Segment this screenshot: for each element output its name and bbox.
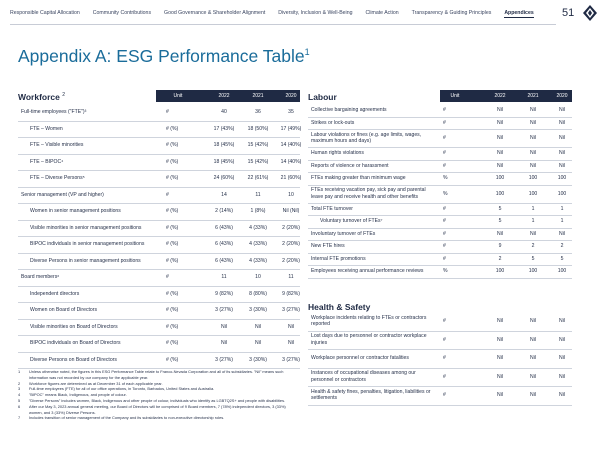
row-value: 3 (30%) [249, 307, 267, 314]
footnote-number: 7 [18, 415, 21, 421]
row-label: FTE – Visible minorities [30, 142, 84, 149]
health-safety-section-title: Health & Safety [308, 302, 371, 312]
table-row [18, 104, 300, 122]
row-label: Diverse Persons on Board of Directors [30, 356, 117, 363]
row-value: 8 (80%) [249, 290, 267, 297]
row-value: Nil [497, 119, 503, 126]
row-value: # [443, 243, 446, 250]
row-value: # [166, 191, 169, 198]
table-row [18, 253, 300, 271]
row-value: Nil [497, 162, 503, 169]
footnotes [18, 369, 300, 421]
row-value: 22 (61%) [247, 175, 269, 182]
row-value: Nil [530, 162, 536, 169]
table-row [18, 121, 300, 139]
row-label: Visible minorities on Board of Directors [30, 323, 118, 330]
row-value: Nil [497, 355, 503, 362]
table-row [308, 147, 572, 161]
row-label: FTEs making greater than minimum wage [311, 175, 406, 182]
footnote [18, 404, 300, 416]
table-row [18, 319, 300, 337]
row-value: # [443, 392, 446, 399]
footnote [18, 369, 300, 381]
row-value: # [166, 274, 169, 281]
footnote-text: "BIPOC" means Black, Indigenous, and people of colour. [29, 392, 127, 398]
row-value: 11 [255, 191, 261, 198]
table-row [18, 236, 300, 254]
footnote-number: 2 [18, 380, 21, 386]
row-value: # (%) [166, 257, 179, 264]
row-value: Nil [559, 162, 565, 169]
footnote [18, 415, 300, 421]
row-label: Collective bargaining agreements [311, 107, 387, 114]
row-value: # (%) [166, 142, 179, 149]
labour-section-title: Labour [308, 92, 337, 102]
row-value: 2 (20%) [282, 257, 300, 264]
row-value: 5 [560, 255, 564, 262]
row-value: 17 (49%) [280, 125, 302, 132]
row-value: 100 [495, 190, 505, 197]
table-row [18, 170, 300, 188]
row-value: 100 [528, 268, 538, 275]
row-value: # [443, 255, 446, 262]
row-value: Nil [559, 150, 565, 157]
row-label: Visible minorities in senior management positions [30, 224, 142, 231]
row-value: 100 [557, 190, 567, 197]
row-value: Nil [497, 318, 503, 325]
row-value: Nil [288, 323, 294, 330]
row-value: # (%) [166, 340, 179, 347]
column-header: 2020 [285, 93, 297, 99]
nav-link[interactable]: Transparency & Guiding Principles [411, 10, 492, 16]
row-value: # [443, 150, 446, 157]
row-label: Reports of violence or harassment [311, 162, 389, 169]
row-value: 18 (50%) [247, 125, 269, 132]
row-label: Women on Board of Directors [30, 307, 98, 314]
row-value: 1 [560, 205, 564, 212]
row-value: 1 [560, 218, 564, 225]
row-value: Nil [497, 150, 503, 157]
table-row [308, 172, 572, 186]
table-row [308, 240, 572, 254]
row-value: Nil [559, 336, 565, 343]
column-header: 2021 [252, 93, 264, 99]
row-value: Nil [530, 135, 536, 141]
row-value: Nil [559, 373, 565, 380]
column-header: 2022 [494, 93, 506, 99]
row-value: Nil [530, 107, 536, 114]
row-value: Nil [497, 336, 503, 343]
footnote-number: 5 [18, 397, 21, 403]
table-row [18, 154, 300, 172]
row-value: # (%) [166, 241, 179, 248]
row-label: Employees receiving annual performance reviews [311, 268, 424, 275]
workforce-section-title: Workforce $^2$ [18, 92, 66, 102]
row-value: 2 [531, 243, 535, 250]
row-value: 11 [221, 274, 227, 281]
row-value: 6 (43%) [215, 224, 233, 231]
row-value: Nil [221, 323, 227, 330]
row-value: 2 (20%) [282, 224, 300, 231]
row-value: 6 (43%) [215, 257, 233, 264]
row-label: FTE – Diverse Persons⁵ [30, 175, 85, 182]
table-row [308, 228, 572, 242]
table-row [18, 269, 300, 287]
row-value: # [443, 135, 446, 141]
row-value: # (%) [166, 307, 179, 314]
row-label: Full-time employees ("FTE")³ [21, 109, 87, 116]
row-value: 1 [531, 205, 535, 212]
row-value: 6 (43%) [215, 241, 233, 248]
row-value: Nil (Nil) [282, 208, 300, 215]
row-value: 36 [255, 109, 261, 116]
page-title: Appendix A: ESG Performance Table$^1$ [18, 46, 310, 66]
nav-link[interactable]: Responsible Capital Allocation [10, 10, 80, 16]
table-row [308, 265, 572, 279]
row-value: % [443, 190, 448, 197]
row-value: # (%) [166, 356, 179, 363]
row-value: Nil [255, 340, 261, 347]
table-row [308, 253, 572, 267]
row-value: Nil [530, 336, 536, 343]
row-label: Involuntary turnover of FTEs [311, 230, 376, 237]
row-value: 15 (42%) [247, 158, 269, 165]
row-value: Nil [221, 340, 227, 347]
row-value: Nil [497, 230, 503, 237]
footnote-text: Unless otherwise noted, the figures in this ESG Performance Table relate to Franco-Nevada Corporation and all of its subsidiaries. "Nil" means such information was not recorded by our company for the applicable year. [29, 369, 284, 380]
table-header [440, 90, 572, 102]
row-value: Nil [559, 135, 565, 141]
row-value: # [443, 373, 446, 380]
row-value: 11 [288, 274, 294, 281]
row-value: 100 [528, 175, 538, 182]
footnote-number: 4 [18, 392, 21, 398]
table-row [308, 129, 572, 148]
row-value: 10 [255, 274, 261, 281]
row-value: 14 [221, 191, 227, 198]
row-value: 100 [495, 268, 505, 275]
table-row [18, 335, 300, 353]
row-label: BIPOC individuals on Board of Directors [30, 340, 121, 347]
row-value: 9 [498, 243, 502, 250]
row-value: Nil [559, 119, 565, 126]
footnote-text: Full-time employees (FTE) for all of our office operations, in Toronto, Barbados, United States and Australia. [29, 386, 215, 392]
row-value: # (%) [166, 175, 179, 182]
row-label: Women in senior management positions [30, 208, 121, 215]
table-row [308, 104, 572, 118]
row-value: # [443, 230, 446, 237]
row-value: Nil [530, 318, 536, 325]
row-value: 4 (33%) [249, 224, 267, 231]
table-row [18, 187, 300, 205]
row-value: 1 (8%) [250, 208, 266, 215]
row-value: # (%) [166, 290, 179, 297]
row-value: 15 (42%) [247, 142, 269, 149]
table-row [18, 352, 300, 370]
table-row [18, 302, 300, 320]
row-value: 18 (45%) [213, 142, 235, 149]
row-value: 3 (27%) [215, 307, 233, 314]
footnote-number: 6 [18, 403, 21, 409]
row-value: Nil [497, 135, 503, 141]
row-value: # [166, 109, 169, 116]
row-value: 14 (40%) [280, 142, 302, 149]
row-label: BIPOC individuals in senior management positions [30, 241, 145, 248]
row-value: 5 [531, 255, 535, 262]
table-row [308, 117, 572, 131]
row-value: 18 (45%) [213, 158, 235, 165]
row-value: 100 [495, 175, 505, 182]
column-header: Unit [173, 93, 183, 99]
row-label: Total FTE turnover [311, 205, 353, 212]
table-row [308, 349, 572, 369]
row-value: # (%) [166, 125, 179, 132]
table-header [156, 90, 300, 102]
row-value: 35 [288, 109, 294, 116]
table-row [308, 203, 572, 217]
row-value: 3 (30%) [249, 356, 267, 363]
row-label: FTE – BIPOC⁴ [30, 158, 64, 165]
row-value: 9 (82%) [215, 290, 233, 297]
row-value: Nil [530, 119, 536, 126]
top-navigation [0, 0, 600, 28]
row-label: Workplace personnel or contractor fatalities [311, 355, 409, 362]
row-label: Workplace incidents relating to FTEs or contractors reported [311, 314, 427, 328]
footnote-number: 3 [18, 386, 21, 392]
row-value: 10 [288, 191, 294, 198]
row-value: # [443, 162, 446, 169]
column-header: 2021 [527, 93, 539, 99]
row-value: # [443, 355, 446, 362]
row-label: Human rights violations [311, 150, 364, 157]
row-value: 5 [498, 205, 502, 212]
row-value: % [443, 268, 448, 275]
row-label: Voluntary turnover of FTEs⁷ [320, 218, 383, 225]
row-value: 1 [531, 218, 535, 225]
row-value: 100 [557, 175, 567, 182]
row-value: # [443, 318, 446, 325]
footnote-text: Workforce figures are determined as at December 31 of each applicable year. [29, 380, 163, 386]
table-row [308, 185, 572, 204]
row-value: 24 (60%) [213, 175, 235, 182]
row-value: 17 (43%) [213, 125, 235, 132]
row-value: # (%) [166, 224, 179, 231]
column-header: 2020 [556, 93, 568, 99]
row-label: FTE – Women [30, 125, 63, 132]
footnote-text: Includes transition of senior management of the Company and its subsidiaries to non-executive directorship roles. [29, 415, 225, 421]
row-value: # (%) [166, 208, 179, 215]
table-row [308, 215, 572, 229]
footnote-number: 1 [18, 369, 21, 374]
row-label: Independent directors [30, 290, 80, 297]
table-row [308, 312, 572, 332]
row-value: Nil [530, 355, 536, 362]
nav-link[interactable]: Climate Action [365, 10, 399, 16]
row-value: 14 (40%) [280, 158, 302, 165]
page-number: 51 [562, 7, 575, 19]
nav-link[interactable]: Appendices [504, 10, 534, 16]
header-divider [10, 24, 556, 25]
row-value: Nil [559, 230, 565, 237]
nav-link[interactable]: Diversity, Inclusion & Well-Being [278, 10, 353, 16]
row-value: Nil [497, 107, 503, 114]
row-value: 4 (33%) [249, 241, 267, 248]
row-value: 2 (20%) [282, 241, 300, 248]
row-value: Nil [559, 392, 565, 399]
row-value: # [443, 107, 446, 114]
row-value: 2 [498, 255, 502, 262]
row-value: Nil [497, 392, 503, 399]
table-row [18, 286, 300, 304]
row-label: New FTE hires [311, 243, 345, 250]
row-value: Nil [559, 318, 565, 325]
nav-links [10, 10, 547, 18]
row-label: Internal FTE promotions [311, 255, 366, 262]
row-value: 2 [560, 243, 564, 250]
table-row [18, 220, 300, 238]
table-row [18, 137, 300, 155]
row-value: % [443, 175, 448, 182]
row-label: Board members⁶ [21, 274, 60, 281]
row-value: 3 (27%) [282, 356, 300, 363]
column-header: Unit [450, 93, 460, 99]
table-row [308, 331, 572, 351]
row-value: 100 [557, 268, 567, 275]
nav-link[interactable]: Good Governance & Shareholder Alignment [164, 10, 266, 16]
row-value: Nil [530, 230, 536, 237]
row-value: Nil [530, 392, 536, 399]
row-value: Nil [497, 373, 503, 380]
row-label: Diverse Persons in senior management positions [30, 257, 141, 264]
row-value: Nil [559, 355, 565, 362]
row-value: # [443, 205, 446, 212]
row-value: Nil [288, 340, 294, 347]
table-row [308, 368, 572, 388]
row-value: # (%) [166, 158, 179, 165]
row-value: 5 [498, 218, 502, 225]
row-label: Labour violations or fines (e.g. age limits, wages, maximum hours and days) [311, 131, 422, 144]
footnote-text: "Diverse Persons" includes women, Black, Indigenous and other people of colour, individuals who identify as LGBTQ2S+ and people with disabilities. [29, 397, 286, 403]
row-value: 3 (27%) [282, 307, 300, 314]
row-value: 21 (60%) [280, 175, 302, 182]
row-value: 40 [221, 109, 227, 116]
row-label: Lost days due to personnel or contractor workplace injuries [311, 333, 427, 346]
row-value: 3 (27%) [215, 356, 233, 363]
row-value: Nil [559, 107, 565, 114]
row-value: # (%) [166, 323, 179, 330]
row-label: Strikes or lock-outs [311, 119, 355, 126]
row-value: # [443, 119, 446, 126]
company-logo-icon [583, 5, 597, 21]
row-value: # [443, 218, 446, 225]
row-label: FTEs receiving vacation pay, sick pay and parental leave pay and receive health and other benefits [311, 187, 426, 200]
row-value: Nil [255, 323, 261, 330]
table-row [308, 160, 572, 174]
column-header: 2022 [218, 93, 230, 99]
table-row [18, 203, 300, 221]
table-row [308, 386, 572, 406]
row-value: Nil [530, 373, 536, 380]
row-label: Senior management (VP and higher) [21, 191, 104, 198]
row-value: 4 (33%) [249, 257, 267, 264]
row-value: 100 [528, 190, 538, 197]
row-value: 2 (14%) [215, 208, 233, 215]
row-value: Nil [530, 150, 536, 157]
row-label: Health & safety fines, penalties, litigation, liabilities or settlements [311, 388, 431, 402]
nav-link[interactable]: Community Contributions [92, 10, 152, 16]
footnote-text: After our May 3, 2023 annual general meeting, our Board of Directors will be comprised of 9 Board members, 7 (78%) independent directors, 3 (33%) women, and 3 (33%) Diverse Persons. [29, 403, 286, 415]
row-value: # [443, 336, 446, 343]
row-value: 9 (82%) [282, 290, 300, 297]
row-label: Instances of occupational diseases among our personnel or contractors [311, 370, 416, 383]
